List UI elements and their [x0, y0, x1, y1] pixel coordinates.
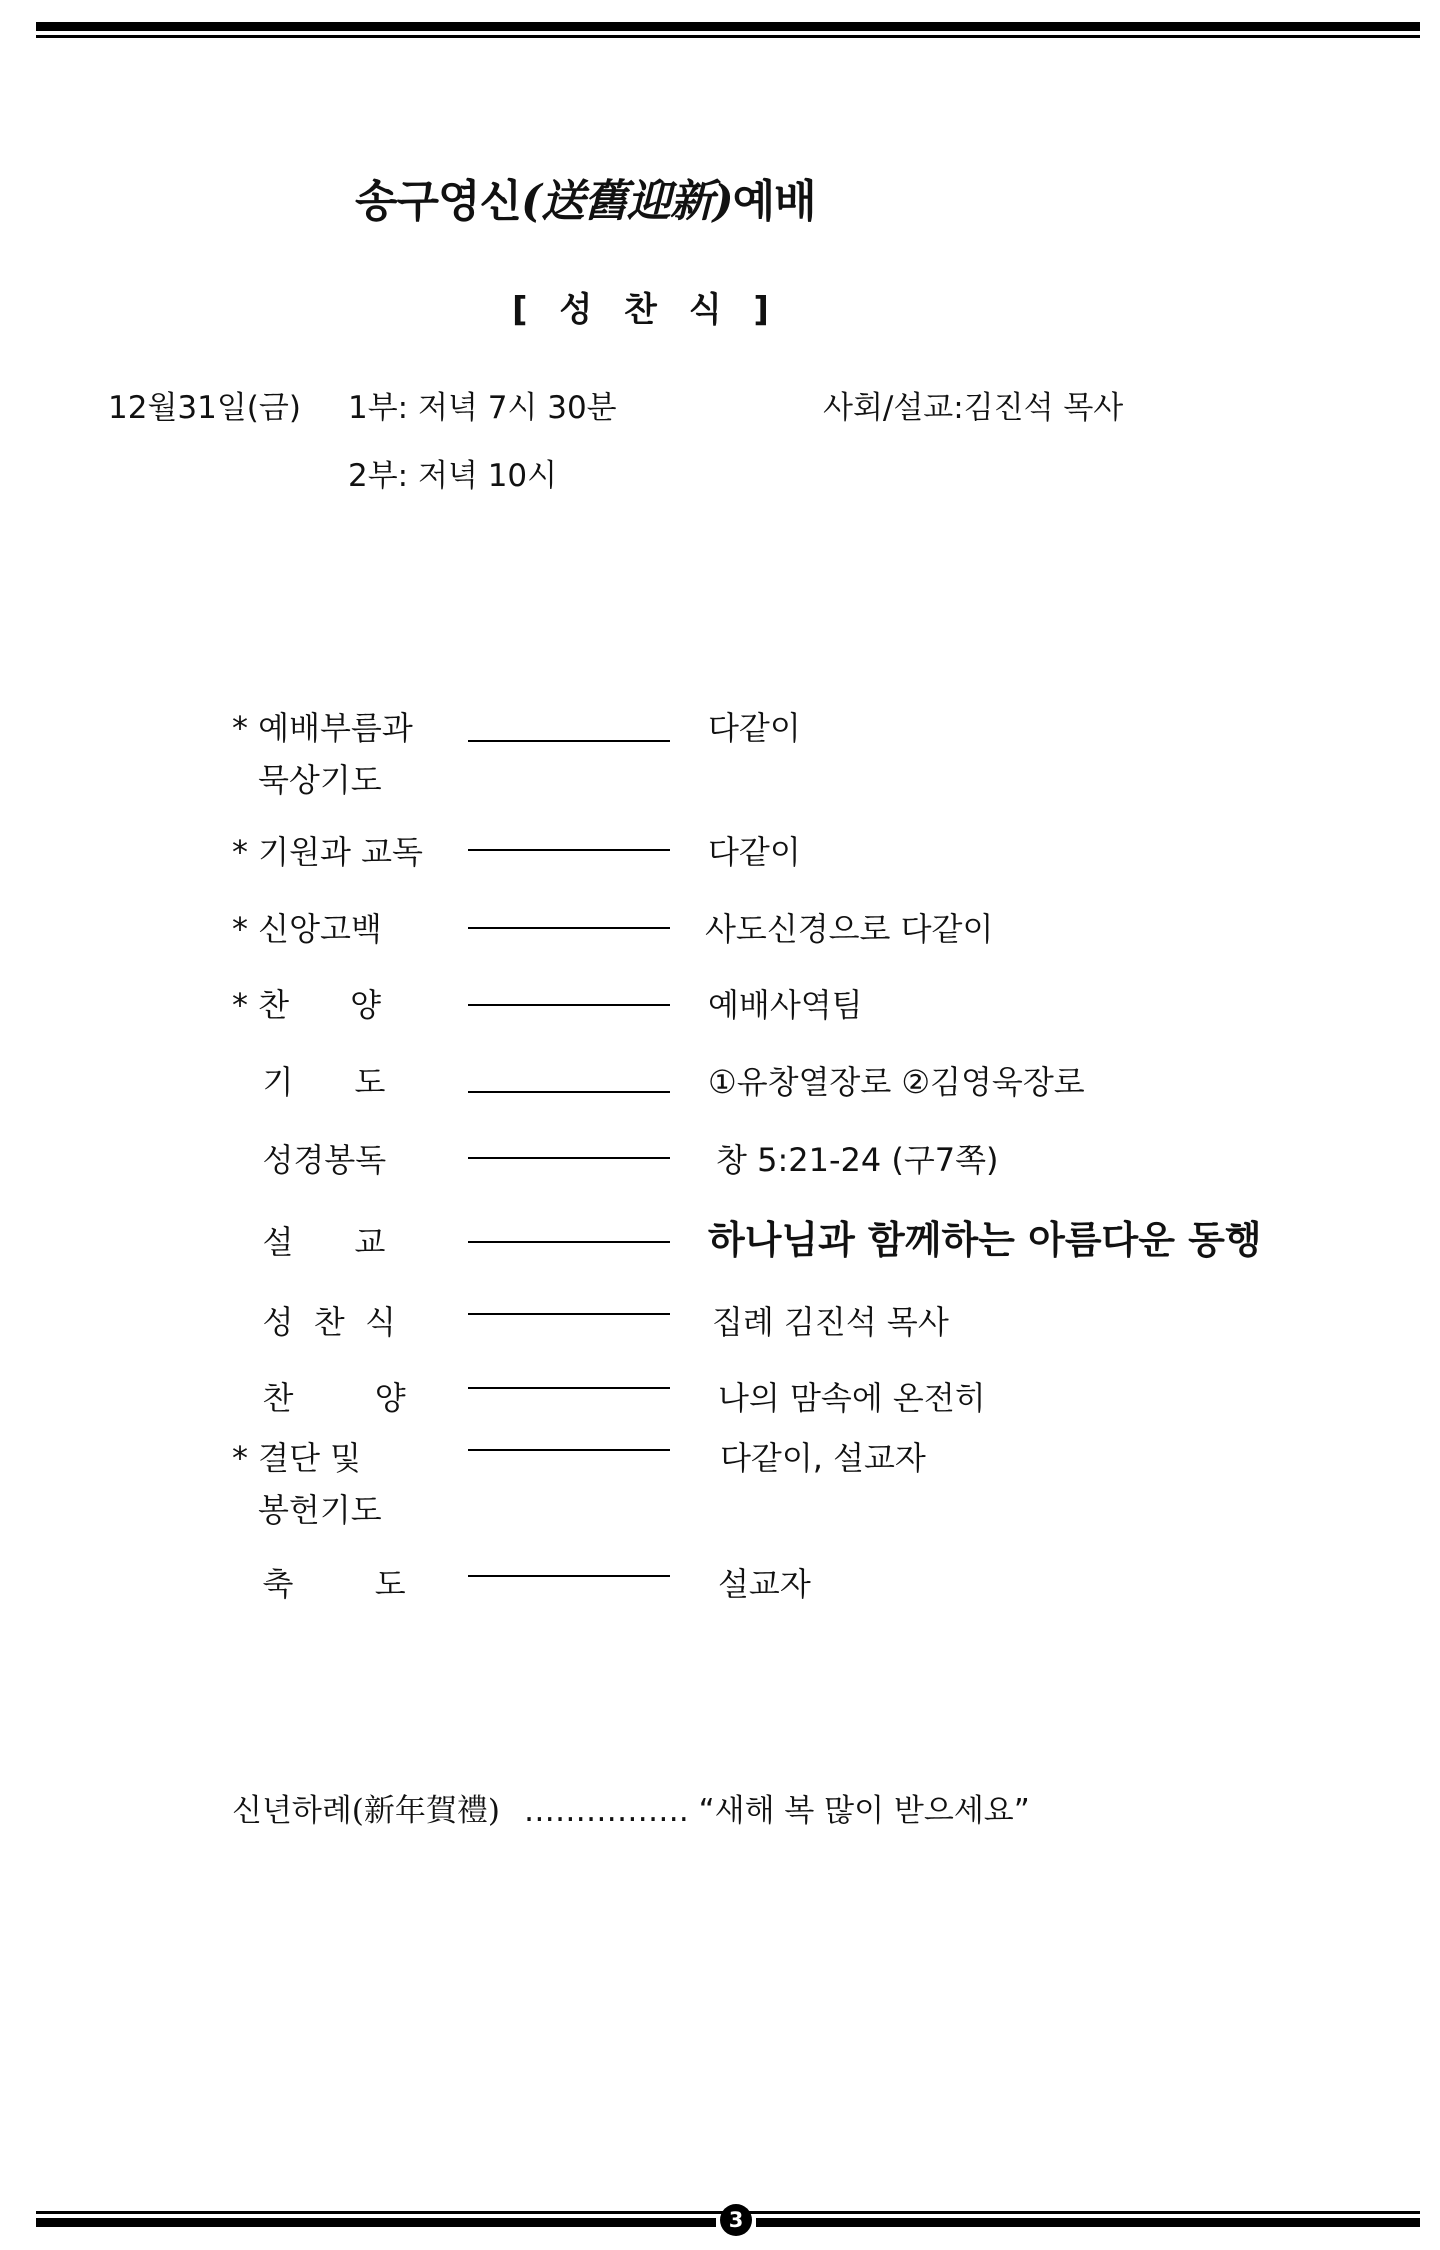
order-leader-line [468, 1004, 670, 1006]
order-leader-line [468, 927, 670, 929]
greeting-message: “새해 복 많이 받으세요” [698, 1793, 1030, 1829]
order-label: * 기원과 교독 [232, 833, 423, 871]
order-label: * 신앙고백 [232, 910, 382, 948]
page-subtitle: [ 성 찬 식 ] [512, 290, 779, 330]
order-label [232, 702, 413, 806]
title-main: 송구영신 [355, 176, 522, 227]
order-value: 예배사역팀 [708, 986, 863, 1024]
order-value: 창 5:21-24 (구7쪽) [716, 1141, 999, 1179]
order-value: 나의 맘속에 온전히 [718, 1379, 986, 1417]
title-hanja: (送舊迎新) [521, 176, 733, 227]
order-leader-line [468, 849, 670, 851]
order-leader-line [468, 1387, 670, 1389]
order-value: 사도신경으로 다같이 [705, 910, 994, 948]
bottom-rule-right [756, 2218, 1420, 2227]
order-leader-line [468, 1241, 670, 1243]
order-value: 다같이 [708, 709, 801, 747]
greeting-hanja: (新年賀禮) [351, 1793, 500, 1829]
order-label [232, 1432, 382, 1536]
order-label: 설 교 [232, 1223, 386, 1261]
top-rule-thin [36, 35, 1420, 38]
order-value: 집례 김진석 목사 [712, 1303, 949, 1341]
service-leader: 사회/설교:김진석 목사 [823, 390, 1124, 426]
order-label-line: 묵상기도 [258, 761, 382, 799]
service-date: 12월31일(금) [108, 390, 301, 426]
page-number-badge: 3 [720, 2204, 752, 2236]
order-label: 찬 양 [232, 1379, 406, 1417]
order-label-line: * 예배부름과 [232, 709, 413, 747]
new-year-greeting [232, 1785, 1030, 1830]
order-label: * 찬 양 [232, 986, 382, 1024]
order-label: 성경봉독 [232, 1141, 387, 1179]
order-label: 기 도 [232, 1063, 386, 1101]
top-rule-thick [36, 22, 1420, 31]
service-part2: 2부: 저녁 10시 [348, 458, 558, 494]
order-leader-line [468, 1091, 670, 1093]
bottom-rule-left [36, 2218, 716, 2227]
order-leader-line [468, 1449, 670, 1451]
order-value: 다같이, 설교자 [720, 1439, 926, 1477]
greeting-prefix: 신년하례 [232, 1793, 352, 1829]
order-label: 축 도 [232, 1565, 406, 1603]
order-label: 성 찬 식 [232, 1303, 396, 1341]
order-leader-line [468, 1313, 670, 1315]
order-label-line: 봉헌기도 [258, 1491, 382, 1529]
greeting-dots: ……………. [523, 1793, 689, 1829]
order-label-line: * 결단 및 [232, 1439, 362, 1477]
order-leader-line [468, 740, 670, 742]
page-title [355, 165, 816, 229]
order-value: 설교자 [718, 1565, 811, 1603]
order-value: 다같이 [708, 833, 801, 871]
order-value: ①유창열장로 ②김영욱장로 [708, 1063, 1085, 1101]
title-suffix: 예배 [732, 176, 816, 227]
order-leader-line [468, 1575, 670, 1577]
sermon-title: 하나님과 함께하는 아름다운 동행 [708, 1218, 1262, 1262]
order-leader-line [468, 1157, 670, 1159]
service-part1: 1부: 저녁 7시 30분 [348, 390, 617, 426]
